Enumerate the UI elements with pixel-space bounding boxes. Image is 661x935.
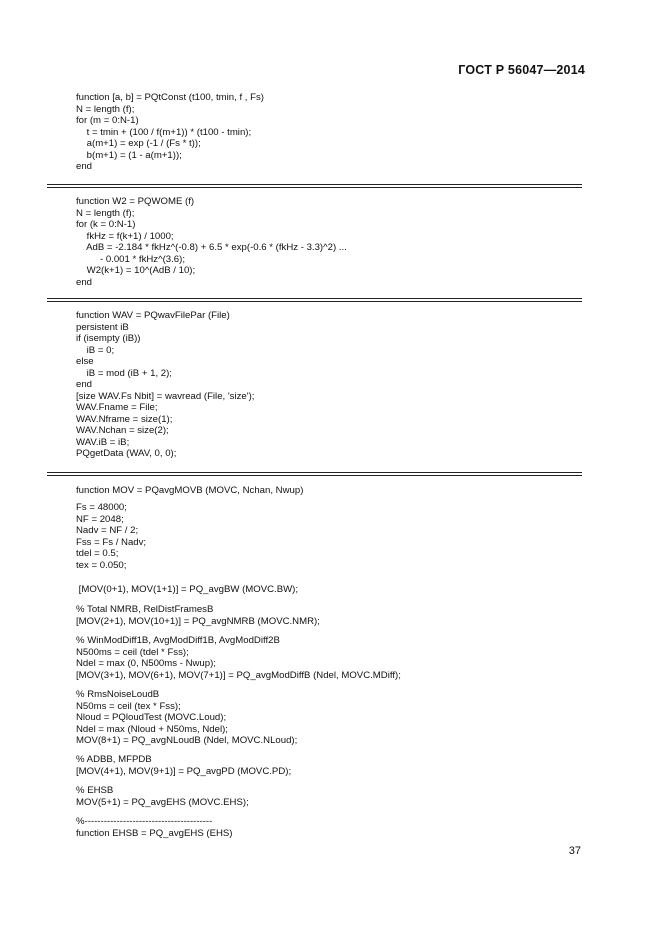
code-line: NF = 2048; — [76, 513, 124, 525]
code-line: MOV(5+1) = PQ_avgEHS (MOVC.EHS); — [76, 796, 249, 808]
code-block-nmrb — [76, 604, 320, 627]
separator-rule — [47, 184, 582, 188]
code-line: iB = 0; — [76, 344, 115, 356]
code-line: WAV.iB = iB; — [76, 436, 130, 448]
code-line: % RmsNoiseLoudB — [76, 689, 160, 700]
separator-rule — [47, 472, 582, 476]
code-line: for (m = 0:N-1) — [76, 115, 139, 126]
code-line: Ndel = max (0, N500ms - Nwup); — [76, 658, 216, 669]
code-line: - 0.001 * fkHz^(3.6); — [76, 253, 186, 265]
code-line-pqavgmovb — [76, 485, 303, 497]
code-line: fkHz = f(k+1) / 1000; — [76, 230, 174, 242]
code-line: t = tmin + (100 / f(m+1)) * (t100 - tmin); — [76, 126, 252, 138]
code-block-adbb — [76, 754, 291, 777]
code-line: else — [76, 356, 94, 367]
code-line: iB = mod (iB + 1, 2); — [76, 367, 172, 379]
code-line: [size WAV.Fs Nbit] = wavread (File, 'size'); — [76, 390, 255, 402]
code-line: function W2 = PQWOME (f) — [76, 196, 195, 207]
code-line: end — [76, 161, 93, 172]
code-block-ehsb — [76, 785, 249, 808]
code-line: Fss = Fs / Nadv; — [76, 536, 147, 548]
code-line: function [a, b] = PQtConst (t100, tmin, f , Fs) — [76, 92, 264, 103]
code-block-moddiff — [76, 635, 401, 681]
code-line: N = length (f); — [76, 103, 135, 115]
code-line: Nloud = PQloudTest (MOVC.Loud); — [76, 712, 227, 723]
code-line: tdel = 0.5; — [76, 548, 119, 559]
code-line: a(m+1) = exp (-1 / (Fs * t)); — [76, 138, 201, 149]
code-line: [MOV(0+1), MOV(1+1)] = PQ_avgBW (MOVC.BW); — [76, 584, 299, 595]
code-line: b(m+1) = (1 - a(m+1)); — [76, 149, 182, 161]
code-line: N50ms = ceil (tex * Fss); — [76, 700, 181, 712]
code-line: %---------------------------------------- — [76, 816, 213, 827]
code-line: W2(k+1) = 10^(AdB / 10); — [76, 265, 196, 276]
code-line: persistent iB — [76, 321, 129, 333]
code-line: for (k = 0:N-1) — [76, 219, 136, 230]
code-block-pqwavfilepar — [76, 310, 254, 460]
code-line-avgbw — [76, 584, 298, 596]
code-line: tex = 0.050; — [76, 559, 127, 571]
code-line: [MOV(3+1), MOV(6+1), MOV(7+1)] = PQ_avgModDiffB (Ndel, MOVC.MDiff); — [76, 669, 401, 681]
code-line: Nadv = NF / 2; — [76, 525, 139, 536]
code-line: N = length (f); — [76, 207, 135, 219]
code-block-params — [76, 502, 146, 571]
code-line: MOV(8+1) = PQ_avgNLoudB (Ndel, MOVC.NLoud); — [76, 735, 298, 746]
code-line: % EHSB — [76, 785, 114, 796]
page-number: 37 — [568, 845, 581, 857]
code-line: WAV.Fname = File; — [76, 402, 158, 413]
code-line: % ADBB, MFPDB — [76, 754, 152, 765]
code-line: % WinModDiff1B, AvgModDiff1B, AvgModDiff2B — [76, 635, 280, 646]
code-line: function WAV = PQwavFilePar (File) — [76, 310, 230, 321]
code-line: [MOV(4+1), MOV(9+1)] = PQ_avgPD (MOVC.PD); — [76, 765, 292, 777]
code-line: PQgetData (WAV, 0, 0); — [76, 448, 177, 459]
code-block-pqtconst — [76, 92, 264, 173]
page-header: ГОСТ Р 56047—2014 — [458, 63, 585, 77]
code-line: end — [76, 379, 93, 390]
code-line: function EHSB = PQ_avgEHS (EHS) — [76, 827, 233, 839]
code-line: N500ms = ceil (tdel * Fss); — [76, 646, 189, 658]
code-line: function MOV = PQavgMOVB (MOVC, Nchan, Nwup) — [76, 485, 304, 496]
code-line: end — [76, 276, 93, 288]
code-line: Ndel = max (Nloud + N50ms, Ndel); — [76, 723, 228, 735]
code-block-ehs-function — [76, 816, 233, 839]
code-line: Fs = 48000; — [76, 502, 127, 513]
code-line: if (isempty (iB)) — [76, 333, 141, 344]
code-block-noiseloud — [76, 689, 297, 747]
code-line: WAV.Nchan = size(2); — [76, 425, 169, 436]
code-line: % Total NMRB, RelDistFramesB — [76, 604, 214, 615]
code-block-pqwome — [76, 196, 347, 288]
separator-rule — [47, 298, 582, 302]
code-line: [MOV(2+1), MOV(10+1)] = PQ_avgNMRB (MOVC.NMR); — [76, 615, 320, 627]
code-line: AdB = -2.184 * fkHz^(-0.8) + 6.5 * exp(-0.6 * (fkHz - 3.3)^2) ... — [76, 242, 347, 253]
code-line: WAV.Nframe = size(1); — [76, 413, 173, 425]
